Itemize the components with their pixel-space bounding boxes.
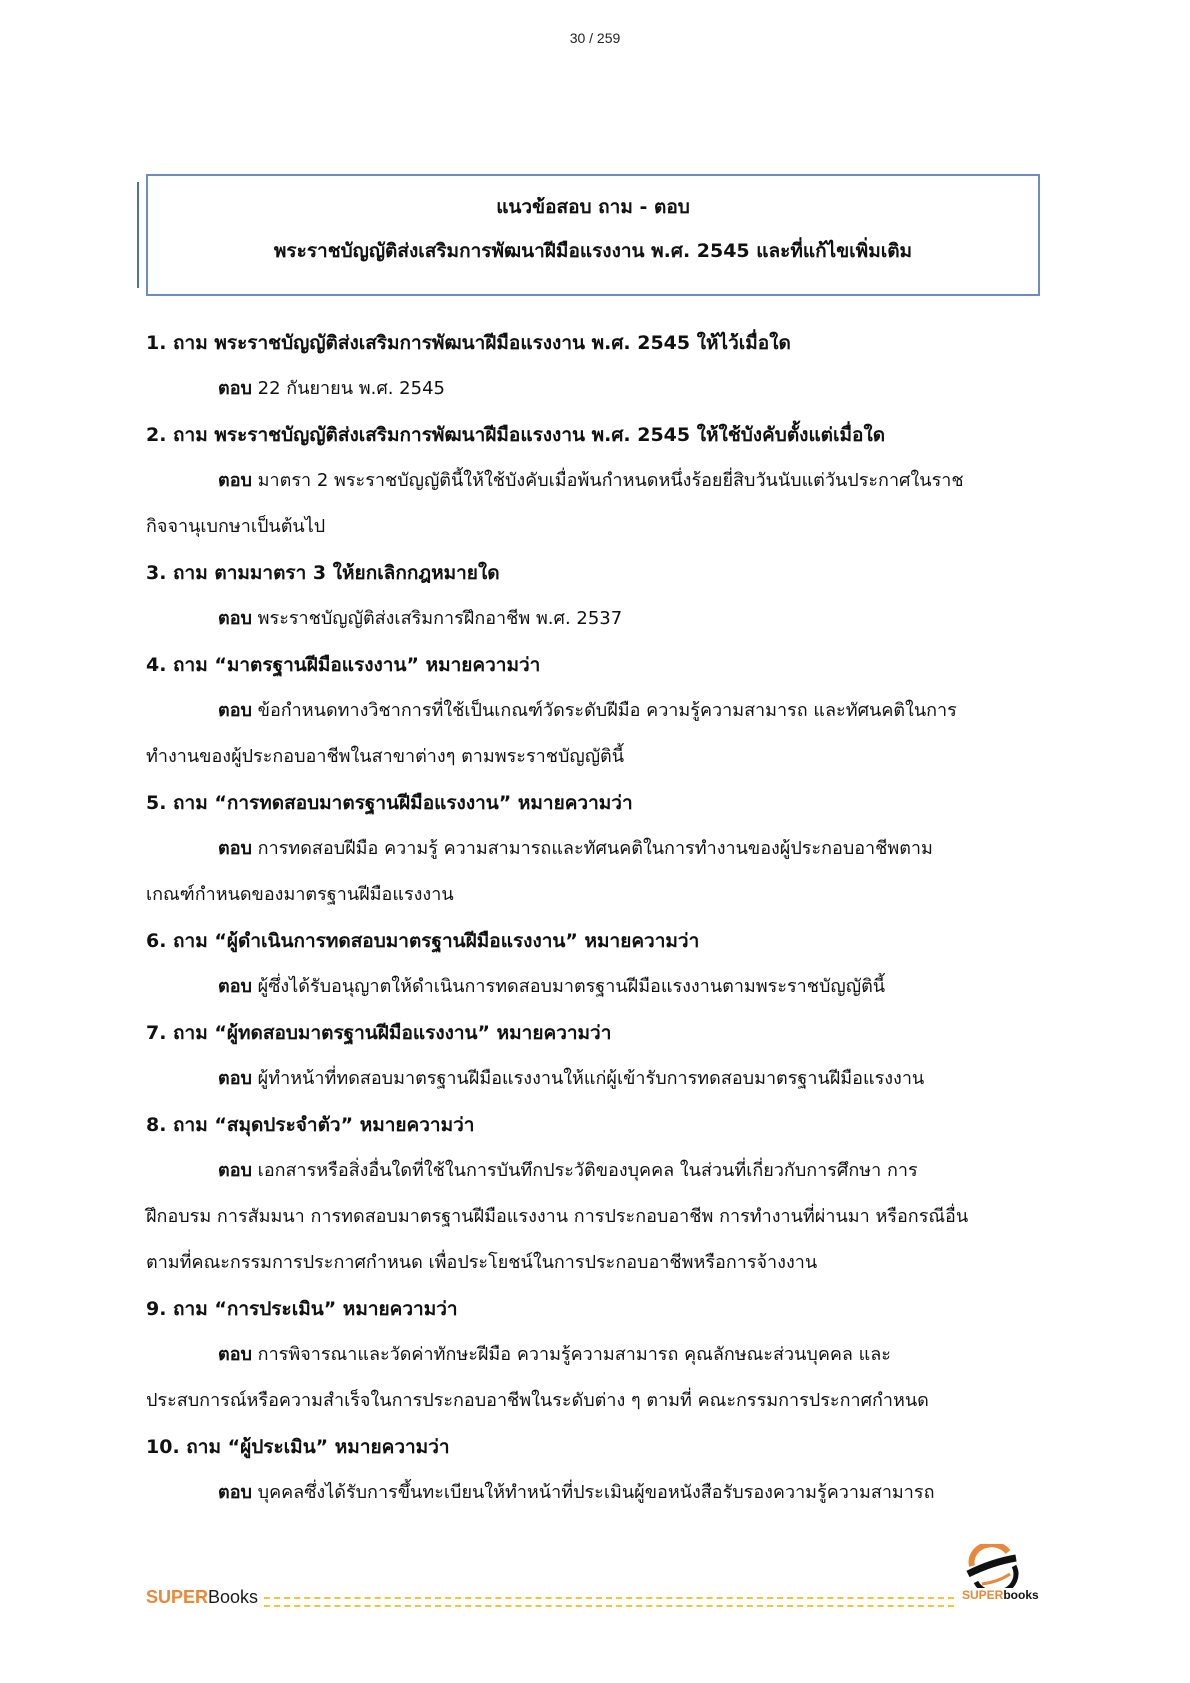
question: 6. ถาม “ผู้ดำเนินการทดสอบมาตรฐานฝีมือแรงงาน” หมายความว่า (146, 930, 700, 952)
answer-text: ผู้ทำหน้าที่ทดสอบมาตรฐานฝีมือแรงงานให้แก่ผู้เข้ารับการทดสอบมาตรฐานฝีมือแรงงาน (257, 1068, 925, 1089)
answer-continuation: ประสบการณ์หรือความสำเร็จในการประกอบอาชีพในระดับต่าง ๆ ตามที่ คณะกรรมการประกาศกำหนด (146, 1390, 929, 1411)
qa-item (146, 1010, 1066, 1102)
title-line-2: พระราชบัญญัติส่งเสริมการพัฒนาฝีมือแรงงาน พ.ศ. 2545 และที่แก้ไขเพิ่มเติม (273, 240, 913, 262)
answer (146, 826, 1066, 918)
answer-label: ตอบ (218, 470, 252, 491)
answer (146, 366, 1066, 412)
qa-item (146, 1102, 1066, 1286)
question: 2. ถาม พระราชบัญญัติส่งเสริมการพัฒนาฝีมือแรงงาน พ.ศ. 2545 ให้ใช้บังคับตั้งแต่เมื่อใด (146, 424, 886, 446)
answer (146, 1470, 1066, 1516)
qa-item (146, 320, 1066, 412)
footer-brand-super: SUPER (146, 1587, 209, 1607)
qa-item (146, 412, 1066, 550)
footer-brand-books: Books (208, 1587, 259, 1607)
superbooks-logo-icon (962, 1544, 1022, 1588)
question: 4. ถาม “มาตรฐานฝีมือแรงงาน” หมายความว่า (146, 654, 541, 676)
answer-label: ตอบ (218, 378, 252, 399)
question: 5. ถาม “การทดสอบมาตรฐานฝีมือแรงงาน” หมายความว่า (146, 792, 633, 814)
answer (146, 688, 1066, 780)
page-footer (146, 1587, 1046, 1611)
answer-continuation: ฝึกอบรม การสัมมนา การทดสอบมาตรฐานฝีมือแรงงาน การประกอบอาชีพ การทำงานที่ผ่านมา หรือกรณีอื่น (146, 1206, 969, 1227)
question: 10. ถาม “ผู้ประเมิน” หมายความว่า (146, 1436, 450, 1458)
answer (146, 1056, 1066, 1102)
title-left-accent-bar (137, 182, 139, 288)
answer (146, 1332, 1066, 1424)
answer (146, 458, 1066, 550)
answer-continuation: ทำงานของผู้ประกอบอาชีพในสาขาต่างๆ ตามพระราชบัญญัตินี้ (146, 746, 625, 767)
answer-text: เอกสารหรือสิ่งอื่นใดที่ใช้ในการบันทึกประวัติของบุคคล ในส่วนที่เกี่ยวกับการศึกษา การ (257, 1160, 918, 1181)
footer-dashed-rule (264, 1597, 954, 1607)
answer-text: พระราชบัญญัติส่งเสริมการฝึกอาชีพ พ.ศ. 2537 (257, 608, 623, 629)
qa-item (146, 1286, 1066, 1424)
answer (146, 1148, 1066, 1286)
title-line-1: แนวข้อสอบ ถาม - ตอบ (496, 196, 690, 218)
answer-text: มาตรา 2 พระราชบัญญัตินี้ให้ใช้บังคับเมื่อพ้นกำหนดหนึ่งร้อยยี่สิบวันนับแต่วันประกาศในราช (257, 470, 964, 491)
logo-books: books (1003, 1588, 1039, 1602)
answer-text: บุคคลซึ่งได้รับการขึ้นทะเบียนให้ทำหน้าที่ประเมินผู้ขอหนังสือรับรองความรู้ความสามารถ (257, 1482, 935, 1503)
answer-label: ตอบ (218, 1344, 252, 1365)
title-box (146, 174, 1040, 296)
answer-text: 22 กันยายน พ.ศ. 2545 (257, 378, 445, 399)
answer-text: การทดสอบฝีมือ ความรู้ ความสามารถและทัศนคติในการทำงานของผู้ประกอบอาชีพตาม (257, 838, 933, 859)
logo-super: SUPER (962, 1588, 1004, 1602)
answer-text: ข้อกำหนดทางวิชาการที่ใช้เป็นเกณฑ์วัดระดับฝีมือ ความรู้ความสามารถ และทัศนคติในการ (257, 700, 957, 721)
question: 1. ถาม พระราชบัญญัติส่งเสริมการพัฒนาฝีมือแรงงาน พ.ศ. 2545 ให้ไว้เมื่อใด (146, 332, 791, 354)
answer-label: ตอบ (218, 976, 252, 997)
answer-label: ตอบ (218, 1068, 252, 1089)
answer-label: ตอบ (218, 1160, 252, 1181)
qa-item (146, 642, 1066, 780)
answer-label: ตอบ (218, 700, 252, 721)
qa-item (146, 550, 1066, 642)
logo-wordmark (962, 1588, 1039, 1602)
answer-text: ผู้ซึ่งได้รับอนุญาตให้ดำเนินการทดสอบมาตรฐานฝีมือแรงงานตามพระราชบัญญัตินี้ (257, 976, 886, 997)
qa-item (146, 1424, 1066, 1516)
question: 9. ถาม “การประเมิน” หมายความว่า (146, 1298, 458, 1320)
page-indicator: 30 / 259 (569, 30, 621, 46)
answer-continuation: กิจจานุเบกษาเป็นต้นไป (146, 516, 326, 537)
answer-text: การพิจารณาและวัดค่าทักษะฝีมือ ความรู้ความสามารถ คุณลักษณะส่วนบุคคล และ (257, 1344, 891, 1365)
answer-label: ตอบ (218, 1482, 252, 1503)
answer-continuation: เกณฑ์กำหนดของมาตรฐานฝีมือแรงงาน (146, 884, 454, 905)
answer-continuation: ตามที่คณะกรรมการประกาศกำหนด เพื่อประโยชน์ในการประกอบอาชีพหรือการจ้างงาน (146, 1252, 818, 1273)
answer (146, 964, 1066, 1010)
question: 7. ถาม “ผู้ทดสอบมาตรฐานฝีมือแรงงาน” หมายความว่า (146, 1022, 612, 1044)
qa-item (146, 918, 1066, 1010)
answer-label: ตอบ (218, 608, 252, 629)
answer-label: ตอบ (218, 838, 252, 859)
qa-list (146, 320, 1066, 1516)
question: 8. ถาม “สมุดประจำตัว” หมายความว่า (146, 1114, 475, 1136)
qa-item (146, 780, 1066, 918)
answer (146, 596, 1066, 642)
question: 3. ถาม ตามมาตรา 3 ให้ยกเลิกกฎหมายใด (146, 562, 500, 584)
